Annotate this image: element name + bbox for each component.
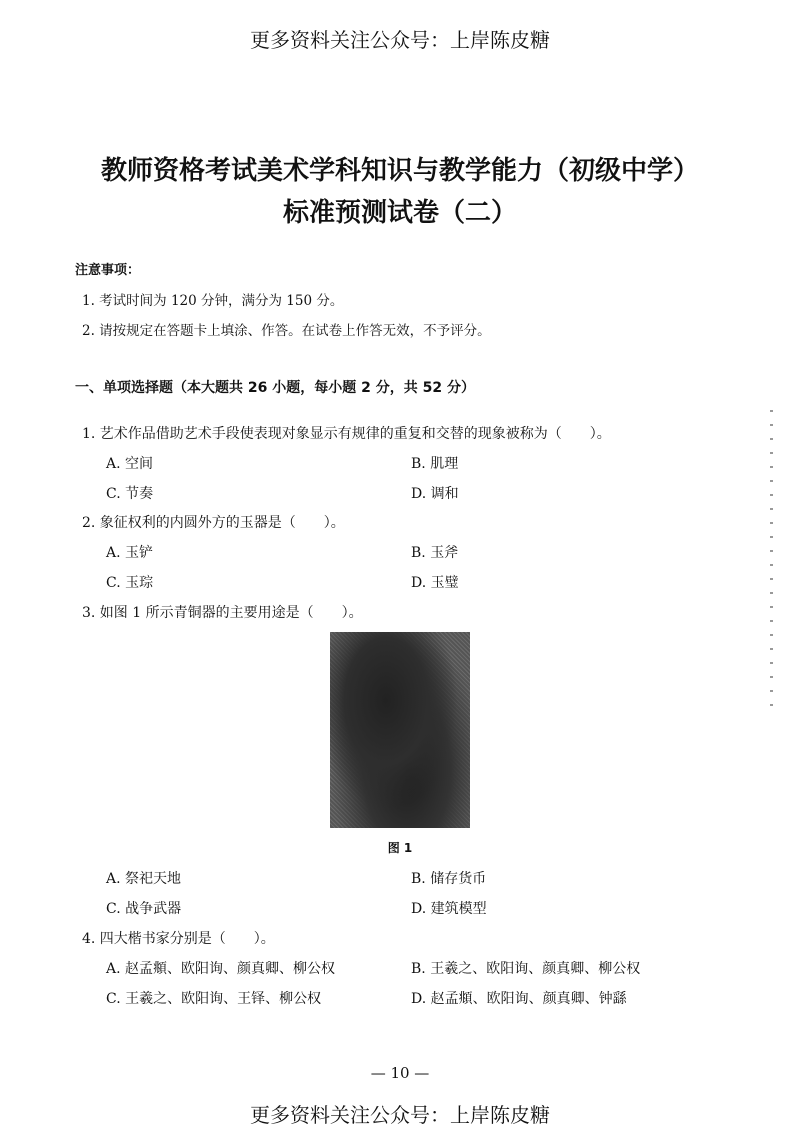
option-a: A. 空间 — [106, 456, 154, 472]
option-b: B. 王羲之、欧阳询、颜真卿、柳公权 — [411, 961, 641, 977]
option-b: B. 储存货币 — [411, 871, 487, 887]
exam-subtitle: 标准预测试卷（二） — [282, 198, 517, 228]
scan-edge-marks — [770, 410, 773, 710]
option-c: C. 战争武器 — [106, 901, 182, 917]
option-c: C. 玉琮 — [106, 575, 154, 591]
option-b: B. 肌理 — [411, 456, 459, 472]
figure-caption: 图 1 — [387, 841, 413, 855]
option-d: D. 建筑模型 — [411, 901, 487, 917]
option-c: C. 节奏 — [106, 486, 154, 502]
top-banner: 更多资料关注公众号：上岸陈皮糖 — [250, 28, 550, 52]
bottom-banner: 更多资料关注公众号：上岸陈皮糖 — [250, 1103, 550, 1127]
option-a: A. 玉铲 — [106, 545, 154, 561]
option-a: A. 赵孟頫、欧阳询、颜真卿、柳公权 — [106, 961, 336, 977]
option-b: B. 玉斧 — [411, 545, 459, 561]
bronze-vessel-figure — [330, 632, 470, 828]
option-d: D. 玉璧 — [411, 575, 459, 591]
section-heading: 一、单项选择题（本大题共 26 小题，每小题 2 分，共 52 分） — [75, 380, 475, 396]
notice-item: 1. 考试时间为 120 分钟，满分为 150 分。 — [82, 293, 344, 309]
question-stem: 2. 象征权利的内圆外方的玉器是（ ）。 — [82, 515, 345, 531]
exam-title: 教师资格考试美术学科知识与教学能力（初级中学） — [100, 156, 699, 186]
question-stem: 3. 如图 1 所示青铜器的主要用途是（ ）。 — [82, 605, 363, 621]
option-d: D. 调和 — [411, 486, 459, 502]
notice-heading: 注意事项： — [75, 263, 141, 278]
question-stem: 1. 艺术作品借助艺术手段使表现对象显示有规律的重复和交替的现象被称为（ ）。 — [82, 426, 611, 442]
notice-item: 2. 请按规定在答题卡上填涂、作答。在试卷上作答无效，不予评分。 — [82, 323, 491, 339]
page-number: — 10 — — [370, 1064, 430, 1082]
question-stem: 4. 四大楷书家分别是（ ）。 — [82, 931, 275, 947]
option-a: A. 祭祀天地 — [106, 871, 182, 887]
option-c: C. 王羲之、欧阳询、王铎、柳公权 — [106, 991, 322, 1007]
option-d: D. 赵孟頫、欧阳询、颜真卿、钟繇 — [411, 991, 627, 1007]
